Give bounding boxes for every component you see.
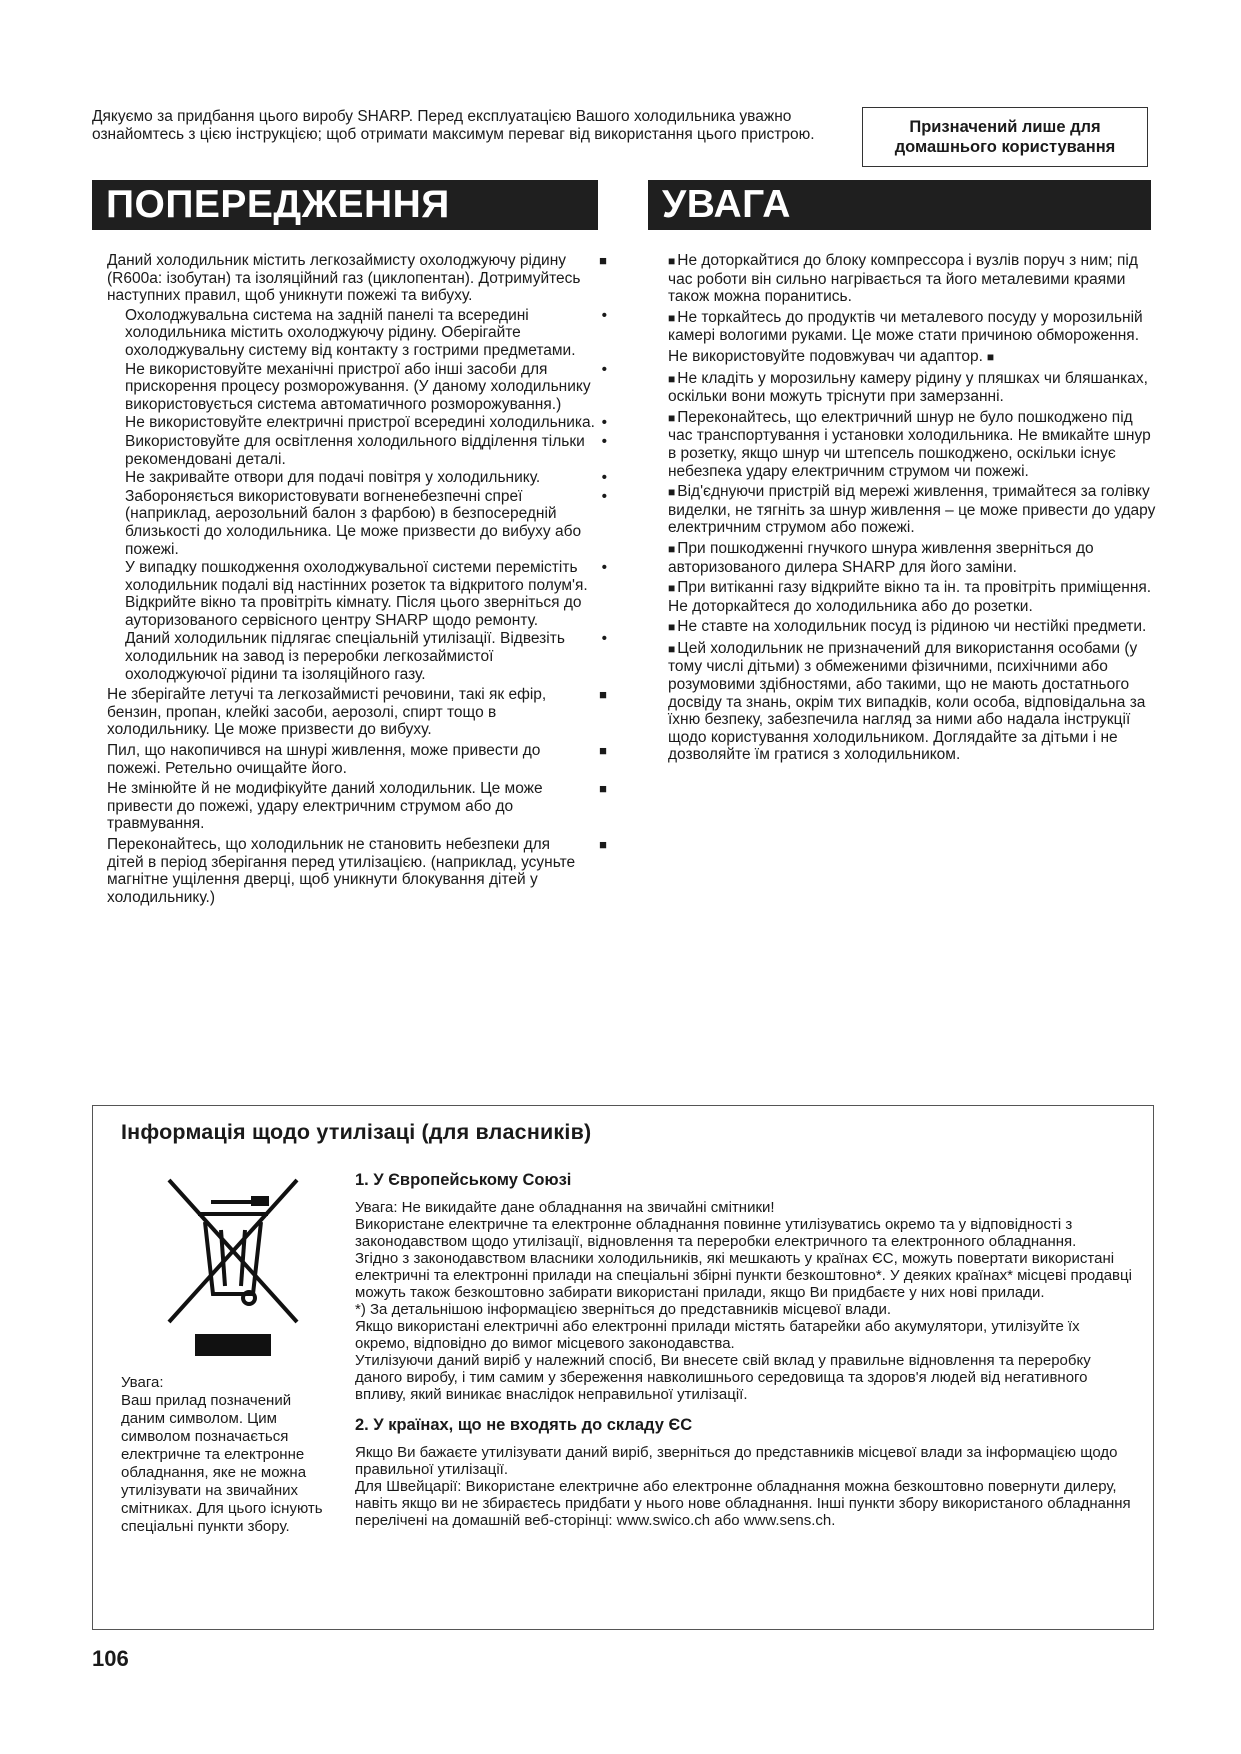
warning-sub-item bbox=[125, 433, 607, 468]
square-bullet-icon: ■ bbox=[599, 687, 607, 703]
dot-bullet-icon: • bbox=[601, 432, 607, 450]
caution-item-text: Від'єднуючи пристрій від мережі живлення, тримайтеся за голівку виделки, не тягніть за шнур живлення – це може привести до удару електричним струмом або пожежі. bbox=[668, 483, 1156, 537]
disposal-title: Інформація щодо утилізаці (для власників) bbox=[121, 1120, 592, 1144]
dot-bullet-icon: • bbox=[601, 630, 607, 648]
square-bullet-icon: ■ bbox=[599, 781, 607, 797]
caution-item-text: Не кладіть у морозильну камеру рідину у пляшках чи бляшанках, оскільки вони можуть тріснути при замерзанні. bbox=[668, 369, 1148, 406]
non-eu-section-title: 2. У країнах, що не входять до складу ЄС bbox=[355, 1416, 693, 1434]
warning-item-text: Переконайтесь, що холодильник не становить небезпеки для дітей в період зберігання перед утилізацією. (наприклад, усуньте магнітне ущілення дверці, щоб уникнути блокування дітей у холодильнику.) bbox=[107, 836, 576, 906]
dot-bullet-icon: • bbox=[601, 306, 607, 324]
warning-item-text: Не змінюйте й не модифікуйте даний холодильник. Це може привести до пожежі, удару електричним струмом або до травмування. bbox=[107, 780, 543, 833]
warning-intro-text: Даний холодильник містить легкозаймисту охолоджуючу рідину (R600a: ізобутан) та ізоляційний газ (циклопентан). Дотримуйтесь наступних правил, щоб уникнути пожежі та вибуху. bbox=[107, 252, 581, 305]
caution-item bbox=[668, 348, 1156, 367]
crossed-out-bin-icon bbox=[163, 1174, 303, 1364]
sub-item-text: Не закривайте отвори для подачі повітря у холодильнику. bbox=[125, 469, 541, 487]
sub-item-text: Не використовуйте електричні пристрої всередині холодильника. bbox=[125, 414, 595, 432]
square-bullet-icon: ■ bbox=[668, 641, 676, 656]
disposal-sections bbox=[355, 1172, 1135, 1529]
intro-text: Дякуємо за придбання цього виробу SHARP. Перед експлуатацією Вашого холодильника уважно ознайомтесь з цією інструкцією; щоб отримати максимум переваг від використання цього пристрою. bbox=[92, 108, 815, 143]
eu-section-title: 1. У Європейському Союзі bbox=[355, 1171, 572, 1189]
dot-bullet-icon: • bbox=[601, 414, 607, 432]
caution-item-text: Не ставте на холодильник посуд із рідиною чи нестійкі предмети. bbox=[677, 618, 1147, 636]
page-number: 106 bbox=[92, 1646, 129, 1671]
caution-item-text: При пошкодженні гнучкого шнура живлення зверніться до авторизованого дилера SHARP для його заміни. bbox=[668, 539, 1094, 576]
caution-item-text: При витіканні газу відкрийте вікно та ін. та провітріть приміщення. Не доторкайтеся до холодильника або до розетки. bbox=[668, 579, 1152, 615]
square-bullet-icon: ■ bbox=[599, 837, 607, 852]
square-bullet-icon: ■ bbox=[668, 581, 676, 596]
disposal-info-box bbox=[92, 1105, 1154, 1630]
square-bullet-icon: ■ bbox=[668, 541, 676, 556]
warning-item-text: Пил, що накопичився на шнурі живлення, може привести до пожежі. Ретельно очищайте його. bbox=[107, 742, 541, 777]
warning-item bbox=[107, 780, 607, 833]
square-bullet-icon: ■ bbox=[599, 253, 607, 268]
caution-item bbox=[668, 640, 1156, 764]
dot-bullet-icon: • bbox=[601, 559, 607, 577]
warning-item bbox=[107, 836, 607, 906]
warning-sub-item bbox=[125, 361, 607, 414]
sub-item-text: Забороняється використовувати вогненебезпечні спреї (наприклад, аерозольний балон з фарбою) в безпосередній близькості до холодильника. Це може призвести до вибуху або пожежі. bbox=[125, 487, 582, 558]
dot-bullet-icon: • bbox=[601, 360, 607, 378]
warning-sub-item bbox=[125, 414, 607, 432]
caution-item-text: Переконайтесь, що електричний шнур не було пошкоджено під час транспортування і установки холодильника. Не вмикайте шнур в розетку, якщо шнур чи штепсель пошкоджено, оскільки існує небезпека удару електричним струмом чи пожежі. bbox=[668, 408, 1151, 480]
caution-item bbox=[668, 540, 1156, 576]
caution-item bbox=[668, 483, 1156, 537]
warning-item bbox=[107, 686, 607, 739]
warning-item bbox=[107, 742, 607, 777]
caution-item bbox=[668, 579, 1156, 615]
caution-item bbox=[668, 309, 1156, 345]
bin-symbol-note: Увага: Ваш прилад позначений даним символом. Цим символом позначається електричне та електронне обладнання, яке не можна утилізувати на звичайних смітниках. Для цього існують спеціальні пункти збору. bbox=[121, 1374, 323, 1535]
warning-column bbox=[107, 252, 607, 908]
dot-bullet-icon: • bbox=[601, 487, 607, 505]
square-bullet-icon: ■ bbox=[668, 371, 676, 386]
caution-item-text: Не торкайтесь до продуктів чи металевого посуду у морозильній камері вологими руками. Це може стати причиною обмороження. bbox=[668, 308, 1143, 345]
square-bullet-icon: ■ bbox=[668, 254, 676, 268]
square-bullet-icon: ■ bbox=[668, 410, 676, 425]
sub-item-text: Даний холодильник підлягає спеціальній утилізації. Відвезіть холодильник на завод із переробки легкозаймистої охолоджуючої рідини та ізоляційного газу. bbox=[125, 630, 565, 683]
warning-sub-item bbox=[125, 559, 607, 629]
caution-item-text: Цей холодильник не призначений для використання особами (у тому числі дітьми) з обмеженими фізичними, психічними або розумовими здібностями, або такими, що не мають достатнього досвіду та знань, окрім тих випадків, коли особа, відповідальна за їхню безпеку, забезпечила нагляд за ними або надала інструкції щодо користування холодильником. Доглядайте за дітьми і не дозволяйте їм гратися з холодильником. bbox=[668, 639, 1146, 764]
square-bullet-icon: ■ bbox=[668, 485, 676, 500]
warning-sub-item bbox=[125, 630, 607, 683]
warning-item-text: Не зберігайте летучі та легкозаймисті речовини, такі як ефір, бензин, пропан, клейкі засоби, аерозолі, спирт тощо в холодильнику. Це може призвести до вибуху. bbox=[107, 686, 547, 739]
caution-item bbox=[668, 252, 1156, 306]
sub-item-text: Використовуйте для освітлення холодильного відділення тільки рекомендовані деталі. bbox=[125, 432, 585, 468]
square-bullet-icon: ■ bbox=[986, 349, 995, 364]
square-bullet-icon: ■ bbox=[668, 620, 676, 635]
warning-sub-item bbox=[125, 307, 607, 360]
caution-item-text: Не доторкайтися до блоку компрессора і вузлів поруч з ним; під час роботи він сильно нагрівається та його металевими краями також можна поранитись. bbox=[668, 252, 1138, 306]
warning-intro-item bbox=[107, 252, 607, 305]
caution-column bbox=[668, 252, 1156, 767]
sub-item-text: Охолоджувальна система на задній панелі та всередині холодильника містить охолоджуючу рідину. Оберігайте охолоджувальну систему від контакту з гострими предметами. bbox=[125, 306, 576, 359]
caution-item-text: Не використовуйте подовжувач чи адаптор. bbox=[668, 347, 983, 365]
sub-item-text: Не використовуйте механічні пристрої або інші засоби для прискорення процесу розморожування. (У даному холодильнику використовується система автоматичного розморожування.) bbox=[125, 360, 591, 413]
sub-item-text: У випадку пошкодження охолоджувальної системи перемістіть холодильник подалі від настінних розеток та відкритого полум'я. Відкрийте вікно та провітріть кімнату. Після цього зверніться до ауторизованого сервісного центру SHARP щодо ремонту. bbox=[125, 559, 588, 629]
square-bullet-icon: ■ bbox=[599, 743, 607, 759]
warning-sub-item bbox=[125, 469, 607, 487]
dot-bullet-icon: • bbox=[601, 469, 607, 487]
caution-heading: УВАГА bbox=[648, 180, 1151, 230]
square-bullet-icon: ■ bbox=[668, 310, 676, 325]
warning-sub-item bbox=[125, 488, 607, 558]
domestic-use-badge: Призначений лише для домашнього користування bbox=[862, 107, 1148, 167]
caution-item bbox=[668, 370, 1156, 406]
eu-section-text: Увага: Не викидайте дане обладнання на звичайні смітники! Використане електричне та електронне обладнання повинне утилізуватись окремо та у відповідності з законодавством щодо утилізації, відновлення та переробки електричного та електронного обладнання. Згідно з законодавством власники холодильників, які мешкають у країнах ЄС, можуть повертати використані електричні та електронні прилади на спеціальні збірні пункти безкоштовно*. У деяких країнах* місцеві продавці можуть також безкоштовно забирати використані прилади, якщо Ви придбаєте у них нові прилади. *) За детальнішою інформацією зверніться до представників місцевої влади. Якщо використані електричні або електронні прилади містять батарейки або акумулятори, утилізуйте їх окремо, відповідно до вимог місцевого законодавства. Утилізуючи даний виріб у належний спосіб, Ви внесете свій вклад у правильне відновлення та переробку даного виробу, і тим самим у збереження навколишнього середовища та здоров'я людей від негативного впливу, який виникає внаслідок неправильної утилізації. bbox=[355, 1199, 1132, 1403]
non-eu-section-text: Якщо Ви бажаєте утилізувати даний виріб, зверніться до представників місцевої влади за інформацією щодо правильної утилізації. Для Швейцарії: Використане електричне або електронне обладнання можна безкоштовно повернути дилеру, навіть якщо ви не збираєтесь придбати у нього нове обладнання. Інші пункти збору використаного обладнання перелічені на домашній веб-сторінці: www.swico.ch або www.sens.ch. bbox=[355, 1444, 1131, 1529]
caution-item bbox=[668, 618, 1156, 637]
warning-heading: ПОПЕРЕДЖЕННЯ bbox=[92, 180, 598, 230]
caution-item bbox=[668, 409, 1156, 480]
